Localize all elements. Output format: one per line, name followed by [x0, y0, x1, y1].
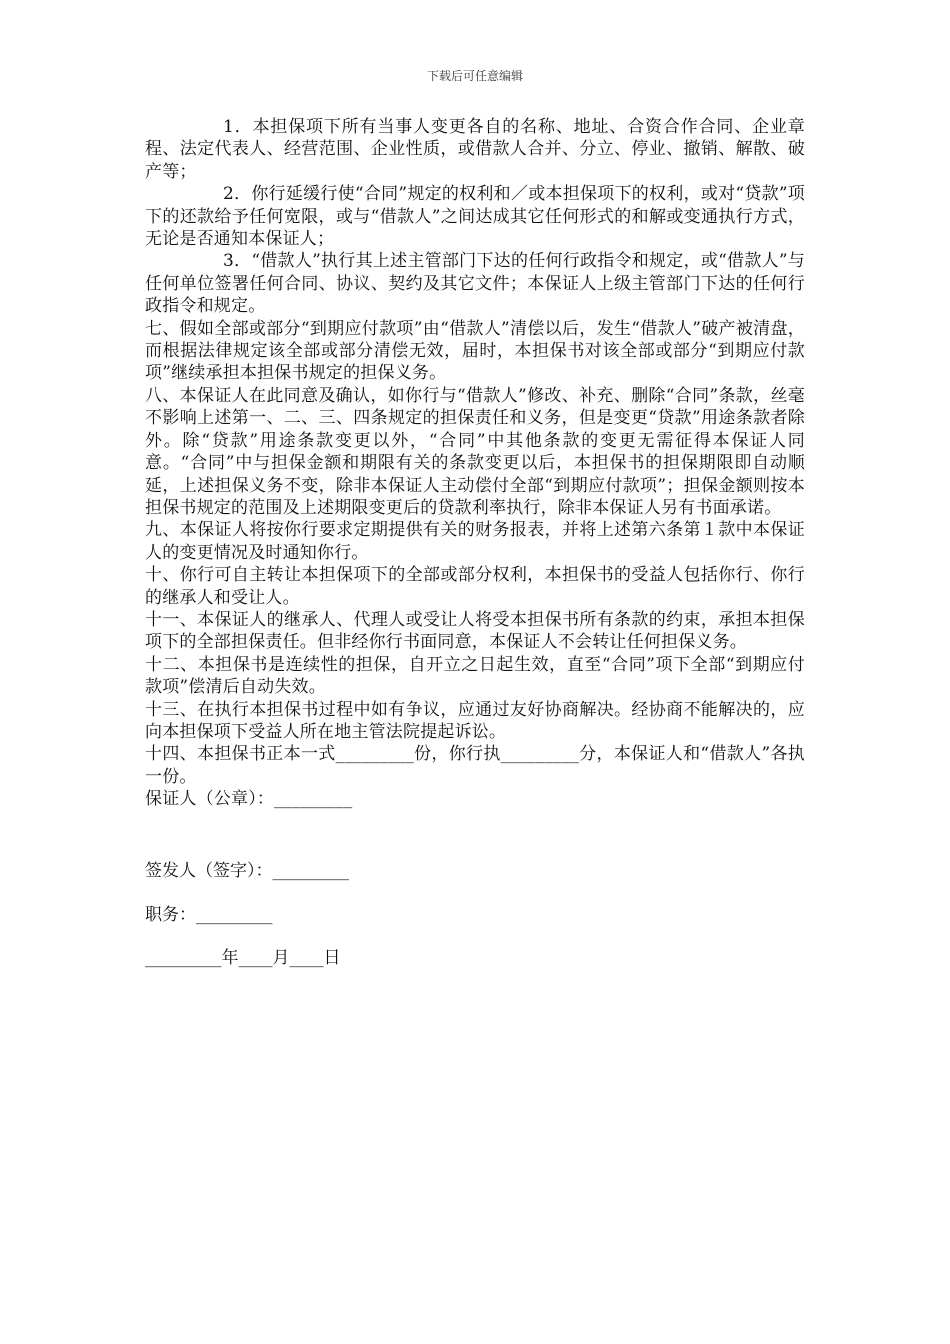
- clause-12: 十二、本担保书是连续性的担保，自开立之日起生效，直至“合同”项下全部“到期应付款项”偿清后自动失效。: [145, 654, 805, 698]
- clause-8: 八、本保证人在此同意及确认，如你行与“借款人”修改、补充、删除“合同”条款，丝毫不影响上述第一、二、三、四条规定的担保责任和义务，但是变更“贷款”用途条款者除外。除“贷款”用途条款变更以外，“合同”中其他条款的变更无需征得本保证人同意。“合同”中与担保金额和期限有关的条款变更以后，本担保书的担保期限即自动顺延，上述担保义务不变，除非本保证人主动偿付全部“到期应付款项”；担保金额则按本担保书规定的范围及上述期限变更后的贷款利率执行，除非本保证人另有书面承诺。: [145, 385, 805, 518]
- clause-11: 十一、本保证人的继承人、代理人或受让人将受本担保书所有条款的约束，承担本担保项下的全部担保责任。但非经你行书面同意，本保证人不会转让任何担保义务。: [145, 609, 805, 653]
- clause-14: 十四、本担保书正本一式_________份，你行执_________分，本保证人和“借款人”各执一份。: [145, 744, 805, 787]
- clause-item-2: 2．你行延缓行使“合同”规定的权利和／或本担保项下的权利，或对“贷款”项下的还款给予任何宽限，或与“借款人”之间达成其它任何形式的和解或变通执行方式，无论是否通知本保证人；: [145, 184, 805, 250]
- date-line: _________年____月____日: [145, 948, 341, 968]
- position-line: 职务：_________: [145, 905, 273, 925]
- clause-item-3: 3．“借款人”执行其上述主管部门下达的任何行政指令和规定，或“借款人”与任何单位签署任何合同、协议、契约及其它文件；本保证人上级主管部门下达的任何行政指令和规定。: [145, 251, 805, 317]
- clause-9: 九、本保证人将按你行要求定期提供有关的财务报表，并将上述第六条第１款中本保证人的变更情况及时通知你行。: [145, 520, 805, 563]
- clause-13: 十三、在执行本担保书过程中如有争议，应通过友好协商解决。经协商不能解决的，应向本担保项下受益人所在地主管法院提起诉讼。: [145, 699, 805, 742]
- page-header: 下载后可任意编辑: [426, 69, 523, 83]
- clause-10: 十、你行可自主转让本担保项下的全部或部分权利，本担保书的受益人包括你行、你行的继承人和受让人。: [145, 565, 805, 608]
- document-body: [145, 116, 805, 811]
- clause-item-1: 1．本担保项下所有当事人变更各自的名称、地址、合资合作合同、企业章程、法定代表人、经营范围、企业性质，或借款人合并、分立、停业、撤销、解散、破产等；: [145, 117, 805, 182]
- signer-line: 签发人（签字）：_________: [145, 861, 349, 881]
- clause-7: 七、假如全部或部分“到期应付款项”由“借款人”清偿以后，发生“借款人”破产被清盘，而根据法律规定该全部或部分清偿无效，届时，本担保书对该全部或部分“到期应付款项”继续承担本担保书规定的担保义务。: [145, 318, 805, 384]
- guarantor-seal-line: 保证人（公章）：_________: [145, 789, 353, 810]
